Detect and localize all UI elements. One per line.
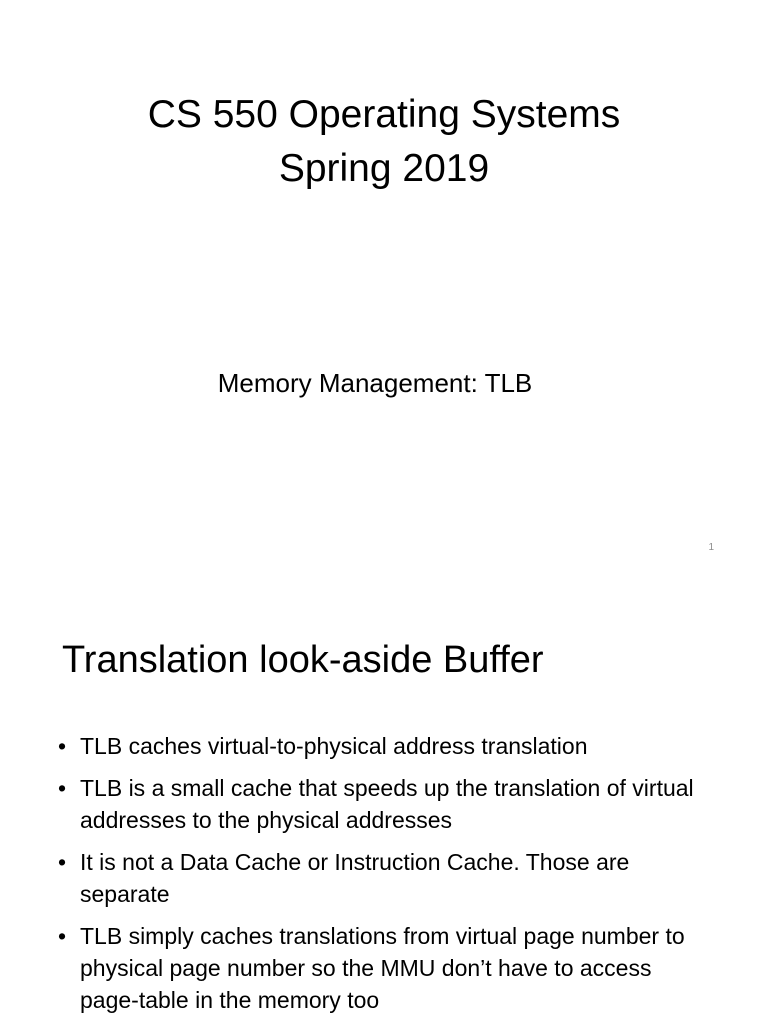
bullet-item — [58, 920, 710, 1016]
bullet-item — [58, 730, 710, 762]
slide-page-number: 1 — [708, 542, 714, 553]
bullet-dot-icon: • — [58, 733, 67, 759]
bullet-list — [58, 730, 710, 1024]
bullet-text: TLB is a small cache that speeds up the translation of virtual addresses to the physical addresses — [80, 775, 694, 833]
bullet-text: TLB simply caches translations from virtual page number to physical page number so the MMU don’t have to access page-table in the memory too — [80, 923, 685, 1013]
lecture-subtitle: Memory Management: TLB — [217, 368, 533, 398]
bullet-dot-icon: • — [58, 775, 67, 801]
bullet-item — [58, 846, 710, 910]
slide-title: Translation look-aside Buffer — [62, 639, 544, 681]
bullet-item — [58, 772, 710, 836]
bullet-dot-icon: • — [58, 849, 67, 875]
content-slide — [0, 576, 768, 1024]
bullet-dot-icon: • — [58, 923, 67, 949]
course-title — [0, 88, 768, 196]
course-title-line-1: CS 550 Operating Systems — [147, 93, 621, 136]
bullet-text: It is not a Data Cache or Instruction Cache. Those are separate — [80, 849, 630, 907]
bullet-text: TLB caches virtual-to-physical address translation — [80, 733, 588, 759]
course-title-line-2: Spring 2019 — [278, 147, 490, 190]
